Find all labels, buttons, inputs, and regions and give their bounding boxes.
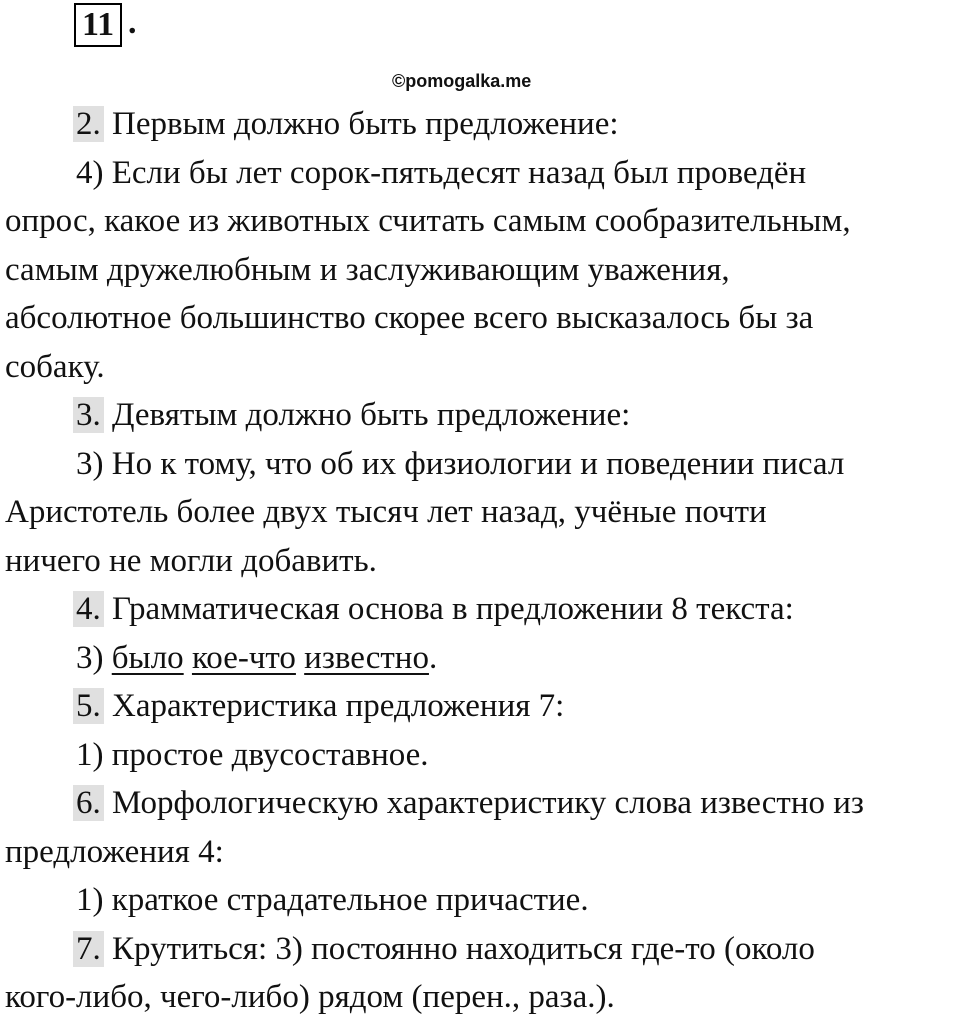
answer-5-heading: 5. Характеристика предложения 7: [5,682,960,731]
task-number-box [74,3,122,47]
answer-2-line: опрос, какое из животных считать самым сообразительным, [5,203,851,239]
answer-7-line: кого-либо, чего-либо) рядом (перен., раза.). [5,979,615,1015]
answer-2-line: абсолютное большинство скорее всего высказалось бы за [5,300,814,336]
answer-2-line: собаку. [5,348,105,385]
answer-number: 7. [73,931,104,967]
answer-6-line: 1) краткое страдательное причастие. [76,882,589,918]
task-number: 11 [82,6,115,43]
predicate-word: было [111,639,184,676]
answer-2-line: 4) Если бы лет сорок-пятьдесят назад был проведён [76,154,807,191]
answer-2-heading: 2. Первым должно быть предложение: [5,100,960,149]
answer-3-heading: 3. Девятым должно быть предложение: [5,391,960,440]
answer-4-grammar-basis: 3) было кое-что известно. [76,639,438,676]
answer-text [5,100,960,1022]
answer-number: 4. [73,591,104,627]
answer-6-line: предложения 4: [5,833,224,870]
watermark: ©pomogalka.me [392,71,532,91]
subject-word: кое-что [191,639,296,676]
answer-4-heading: 4. Грамматическая основа в предложении 8 текста: [5,585,960,634]
answer-number: 6. [73,785,104,821]
answer-3-line: 3) Но к тому, что об их физиологии и поведении писал [76,445,845,482]
task-number-dot: . [128,4,137,41]
answer-3-line: ничего не могли добавить. [5,542,377,579]
answer-number: 2. [73,106,104,142]
answer-7-heading: 7. Крутиться: 3) постоянно находиться где-то (около [5,925,960,974]
answer-5-line: 1) простое двусоставное. [76,736,429,773]
answer-2-line: самым дружелюбным и заслуживающим уважения, [5,251,730,288]
answer-6-heading: 6. Морфологическую характеристику слова известно из [5,779,960,828]
predicate-word: известно [304,639,429,676]
answer-3-line: Аристотель более двух тысяч лет назад, учёные почти [5,494,767,530]
answer-number: 5. [73,688,104,724]
answer-number: 3. [73,397,104,433]
